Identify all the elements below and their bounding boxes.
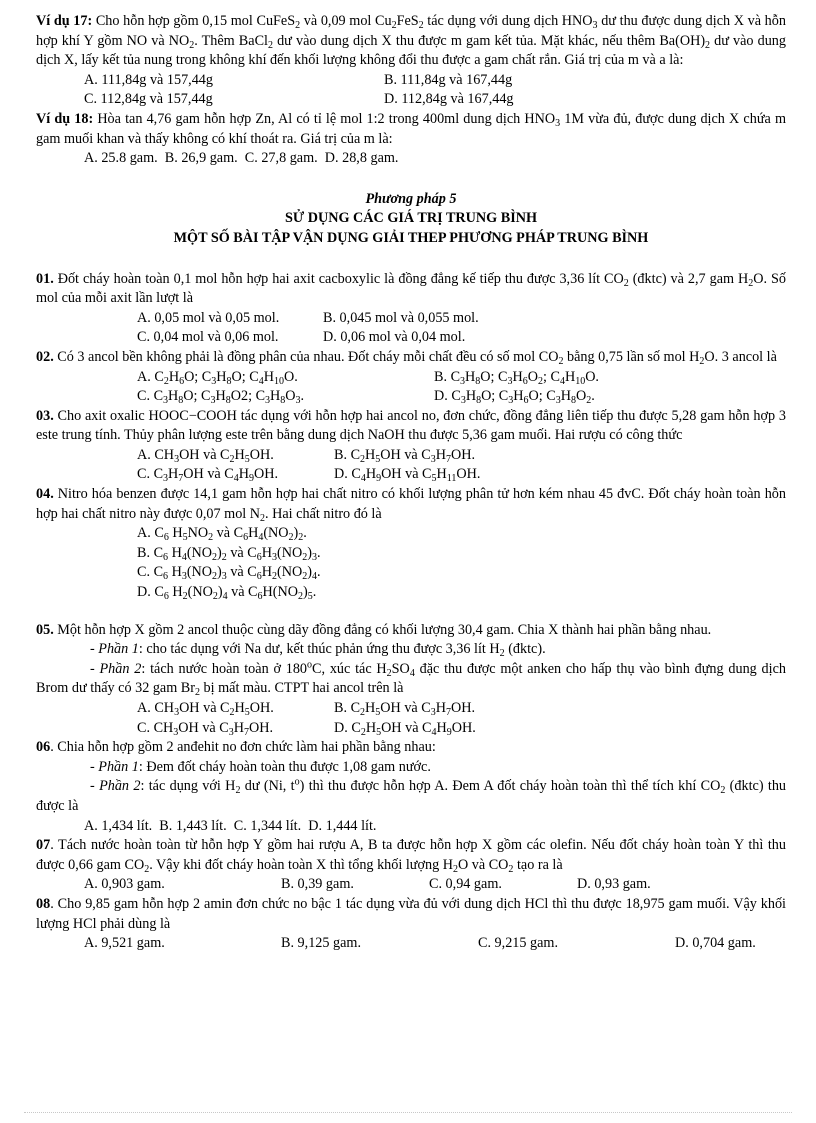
example-17-text: Cho hỗn hợp gồm 0,15 mol CuFeS: [92, 13, 296, 29]
option-d: D. $C_6$ $H_2(NO_2)_4$ và $C_6H(NO_2)_5$.: [137, 584, 317, 603]
options-row: [36, 875, 786, 895]
option-c: C. 0,94 gam.: [429, 876, 502, 893]
question-number: 04.: [36, 486, 54, 503]
example-18-options: A. 25.8 gam. B. 26,9 gam. C. 27,8 gam. D. 28,8 gam.: [84, 150, 399, 167]
method-heading: [36, 190, 786, 210]
section-title: [36, 209, 786, 229]
option-b: B. $C_2H_5OH$ và $C_3H_7OH$.: [334, 446, 476, 465]
spacer: [36, 249, 786, 270]
question-text: tạo ra là: [513, 856, 563, 873]
option-c: C. $C_3H_7OH$ và $C_4H_9OH$.: [137, 466, 279, 485]
question-text: . Tách nước hoàn toàn từ hỗn hợp Y gồm hai rượu A, B ta được hỗn hợp X gồm các olefin. Nếu đốt cháy hoàn toàn Y thì thu được 0,66 gam CO: [36, 837, 786, 873]
options-row: [36, 699, 786, 719]
option-c: C. $C_3H_8O$; $C_3H_8O2$; $C_3H_8O_3$.: [137, 388, 305, 407]
example-17: Ví dụ 17: Cho hỗn hợp gồm 0,15 mol CuFeS$_2$ và 0,09 mol $Cu_2FeS_2$ tác dụng với dung dịch $HNO_3$ dư thu được dung dịch X và hỗn hợp khí Y gồm NO và $NO_2$. Thêm BaCl$_2$ dư vào dung dịch X thu được m gam kết tủa. Mặt khác, nếu thêm $Ba(OH)_2$ dư vào dung dịch X, lấy kết tủa nung trong không khí đến khối lượng không đổi thu được a gam chất rắn. Giá trị của m và a là:: [36, 13, 786, 69]
example-17-options-row-1: [36, 71, 786, 91]
question-text: . Cho 9,85 gam hỗn hợp 2 amin đơn chức no bậc 1 tác dụng vừa đủ với dung dịch HCl thì thu được 18,975 gam muối. Vậy khối lượng HCl phải dùng là: [36, 895, 786, 932]
example-18-text: Hòa tan 4,76 gam hỗn hợp Zn, Al có tỉ lệ mol 1:2 trong 400ml dung dịch HNO: [93, 110, 556, 127]
question-05: [36, 621, 786, 641]
example-18: Ví dụ 18: Hòa tan 4,76 gam hỗn hợp Zn, Al có tỉ lệ mol 1:2 trong 400ml dung dịch $HNO_3$ 1M vừa đủ, được dung dịch X chứa m gam muối khan và thấy không có khí thoát ra. Giá trị của m là:: [36, 110, 786, 147]
section-title-text: SỬ DỤNG CÁC GIÁ TRỊ TRUNG BÌNH: [285, 210, 537, 227]
example-17-text: dư thu được dung dịch X và hỗn hợp khí Y gồm NO và NO: [36, 13, 786, 49]
question-text: O. Số mol của mỗi axit lần lượt là: [36, 270, 786, 307]
example-17-text: . Thêm BaCl: [194, 32, 268, 49]
question-text: Đốt cháy hoàn toàn 0,1 mol hỗn hợp hai axit cacboxylic là đồng đẳng kế tiếp thu được 3,36 lít CO: [53, 270, 624, 287]
option-b: B. $C_2H_5OH$ và $C_3H_7OH$.: [334, 700, 476, 718]
option-b: B. 111,84g và 167,44g: [384, 71, 513, 88]
document-page: [36, 12, 786, 954]
option-d: D. 0,93 gam.: [577, 876, 651, 893]
options-row: [36, 934, 786, 954]
question-number: 03.: [36, 407, 54, 424]
example-17-text: dư vào dung dịch X, lấy kết tủa nung trong không khí đến khối lượng không đổi thu được a gam chất rắn. Giá trị của m và a là:: [36, 32, 786, 69]
question-07: 07. Tách nước hoàn toàn từ hỗn hợp Y gồm hai rượu A, B ta được hỗn hợp X gồm các olefin. Nếu đốt cháy hoàn toàn Y thì thu được 0,66 gam $CO_2$. Vậy khi đốt cháy hoàn toàn X thì tổng khối lượng $H_2O$ và $CO_2$ tạo ra là: [36, 837, 786, 875]
question-06-part-2: - Phần 2: tác dụng với $H_2$ dư (Ni, $t^o$) thì thu được hỗn hợp A. Đem A đốt cháy hoàn toàn thì thể tích khí $CO_2$ (đktc) thu được là: [36, 776, 787, 814]
question-06: [36, 738, 786, 758]
question-06-part-1: - Phần 1: Đem đốt cháy hoàn toàn thu được 1,08 gam nước.: [90, 758, 431, 775]
option-a: A. 0,05 mol và 0,05 mol.: [137, 309, 280, 326]
example-17-text: và 0,09 mol Cu: [300, 13, 392, 29]
options-row: [36, 465, 786, 485]
question-number: 06: [36, 739, 51, 756]
options-row: [36, 719, 786, 739]
spacer: [36, 603, 786, 621]
section-subtitle: [36, 229, 786, 249]
option-b: B. $C_6$ $H_4(NO_2)_2$ và $C_6H_3(NO_2)_3$.: [137, 544, 321, 563]
option-c: C. 9,215 gam.: [478, 935, 558, 952]
question-06-options: A. 1,434 lít. B. 1,443 lít. C. 1,344 lít. D. 1,444 lít.: [84, 817, 377, 834]
question-number: 02.: [36, 348, 54, 365]
spacer: [36, 169, 786, 190]
question-text: Có 3 ancol bền không phải là đồng phân của nhau. Đốt cháy mỗi chất đều có số mol CO: [53, 348, 559, 365]
question-02: 02. Có 3 ancol bền không phải là đồng phân của nhau. Đốt cháy mỗi chất đều có số mol $CO_2$ bằng 0,75 lần số mol $H_2O$. 3 ancol là: [36, 348, 777, 367]
question-text: O và CO: [457, 856, 509, 873]
option-d: D. 0,704 gam.: [675, 935, 756, 952]
option-c: C. 112,84g và 157,44g: [84, 91, 213, 108]
options-row: [36, 328, 786, 348]
question-number: 05.: [36, 621, 54, 638]
option-a: A. 0,903 gam.: [84, 876, 165, 893]
question-04: 04. Nitro hóa benzen được 14,1 gam hỗn hợp hai chất nitro có khối lượng phân tử hơn kém nhau 45 đvC. Đốt cháy hoàn toàn hỗn hợp hai chất nitro này được 0,07 mol $N_2$. Hai chất nitro đó là: [36, 486, 786, 524]
question-08: [36, 895, 786, 934]
option-d: D. 0,06 mol và 0,04 mol.: [323, 329, 466, 346]
question-number: 01.: [36, 270, 54, 287]
question-number: 08: [36, 895, 51, 912]
options-row: [36, 309, 786, 329]
example-18-text: 1M vừa đủ, được dung dịch X chứa m gam muối khan và thấy không có khí thoát ra. Giá trị của m là:: [36, 110, 786, 147]
question-number: 07: [36, 837, 51, 854]
option-d: D. 112,84g và 167,44g: [384, 91, 514, 108]
question-text: Cho axit oxalic HOOC−COOH tác dụng với hỗn hợp hai ancol no, đơn chức, đồng đẳng liên tiếp thu được 5,28 gam hỗn hợp 3 este trung tính. Thủy phân lượng este trên bằng dung dịch NaOH thu được 5,36 gam muối. Hai rượu có công thức: [36, 407, 786, 444]
example-17-options-row-2: [36, 90, 786, 110]
option-b: B. 0,39 gam.: [281, 876, 354, 893]
question-03: [36, 407, 786, 446]
question-text: . Vậy khi đốt cháy hoàn toàn X thì tổng khối lượng H: [149, 856, 453, 873]
option-a: A. $CH_3OH$ và $C_2H_5OH$.: [137, 700, 274, 718]
page-bottom-rule: [24, 1112, 792, 1113]
option-a: A. $C_2H_6O$; $C_3H_8O$; $C_4H_{10}O$.: [137, 368, 298, 387]
option-b: B. $C_3H_8O$; $C_3H_6O_2$; $C_4H_{10}O$.: [434, 368, 599, 387]
option-a: A. 9,521 gam.: [84, 935, 165, 952]
option-d: D. $C_4H_9OH$ và $C_5H_{11}OH$.: [334, 466, 481, 485]
example-17-text: FeS: [396, 13, 419, 29]
options-row: [36, 387, 786, 407]
option-a: A. 111,84g và 157,44g: [84, 71, 213, 88]
question-text: . Hai chất nitro đó là: [265, 505, 382, 522]
section-subtitle-text: MỘT SỐ BÀI TẬP VẬN DỤNG GIẢI THEP PHƯƠNG PHÁP TRUNG BÌNH: [173, 229, 649, 246]
question-01: 01. Đốt cháy hoàn toàn 0,1 mol hỗn hợp hai axit cacboxylic là đồng đẳng kế tiếp thu được 3,36 lít $CO_2$ (đktc) và 2,7 gam $H_2O$. Số mol của mỗi axit lần lượt là: [36, 270, 786, 307]
question-text: Nitro hóa benzen được 14,1 gam hỗn hợp hai chất nitro có khối lượng phân tử hơn kém nhau 45 đvC. Đốt cháy hoàn toàn hỗn hợp hai chất nitro này được 0,07 mol N: [36, 486, 786, 522]
example-17-label: Ví dụ 17:: [36, 13, 93, 29]
option-a: A. $CH_3OH$ và $C_2H_5OH$.: [137, 446, 274, 465]
question-text: bằng 0,75 lần số mol H: [563, 348, 700, 365]
option-b: B. 9,125 gam.: [281, 935, 361, 952]
example-18-label: Ví dụ 18:: [36, 110, 94, 127]
question-05-part-2: - Phần 2: tách nước hoàn toàn ở 180$^o$C, xúc tác $H_2SO_4$ đặc thu được một anken cho hấp thụ vào bình đựng dung dịch Brom dư thấy có 32 gam $Br_2$ bị mất màu. CTPT hai ancol trên là: [36, 659, 786, 699]
question-text: Một hỗn hợp X gồm 2 ancol thuộc cùng dãy đồng đẳng có khối lượng 30,4 gam. Chia X thành hai phần bằng nhau.: [53, 621, 712, 638]
question-text: (đktc) và 2,7 gam H: [628, 270, 749, 287]
option-b: B. 0,045 mol và 0,055 mol.: [323, 309, 479, 326]
question-text: . Chia hỗn hợp gồm 2 anđehit no đơn chức làm hai phần bằng nhau:: [50, 739, 436, 756]
example-17-text: dư vào dung dịch X thu được m gam kết tủa. Mặt khác, nếu thêm Ba(OH): [272, 32, 706, 49]
question-05-part-1: - Phần 1: cho tác dụng với Na dư, kết thúc phản ứng thu được 3,36 lít $H_2$ (đktc).: [90, 641, 546, 660]
option-c: C. $CH_3OH$ và $C_3H_7OH$.: [137, 719, 274, 738]
option-d: D. $C_2H_5OH$ và $C_4H_9OH$.: [334, 719, 476, 738]
option-c: C. 0,04 mol và 0,06 mol.: [137, 329, 279, 346]
example-17-text: tác dụng với dung dịch HNO: [423, 13, 593, 29]
option-a: A. $C_6$ $H_5NO_2$ và $C_6H_4(NO_2)_2$.: [137, 525, 307, 544]
method-label: Phương pháp 5: [365, 190, 457, 207]
options-row: [36, 446, 786, 466]
question-text: O. 3 ancol là: [704, 348, 777, 365]
option-c: C. $C_6$ $H_3(NO_2)_3$ và $C_6H_2(NO_2)_4$.: [137, 564, 321, 583]
options-row: [36, 368, 786, 388]
option-d: D. $C_3H_8O$; $C_3H_6O$; $C_3H_8O_2$.: [434, 388, 595, 407]
